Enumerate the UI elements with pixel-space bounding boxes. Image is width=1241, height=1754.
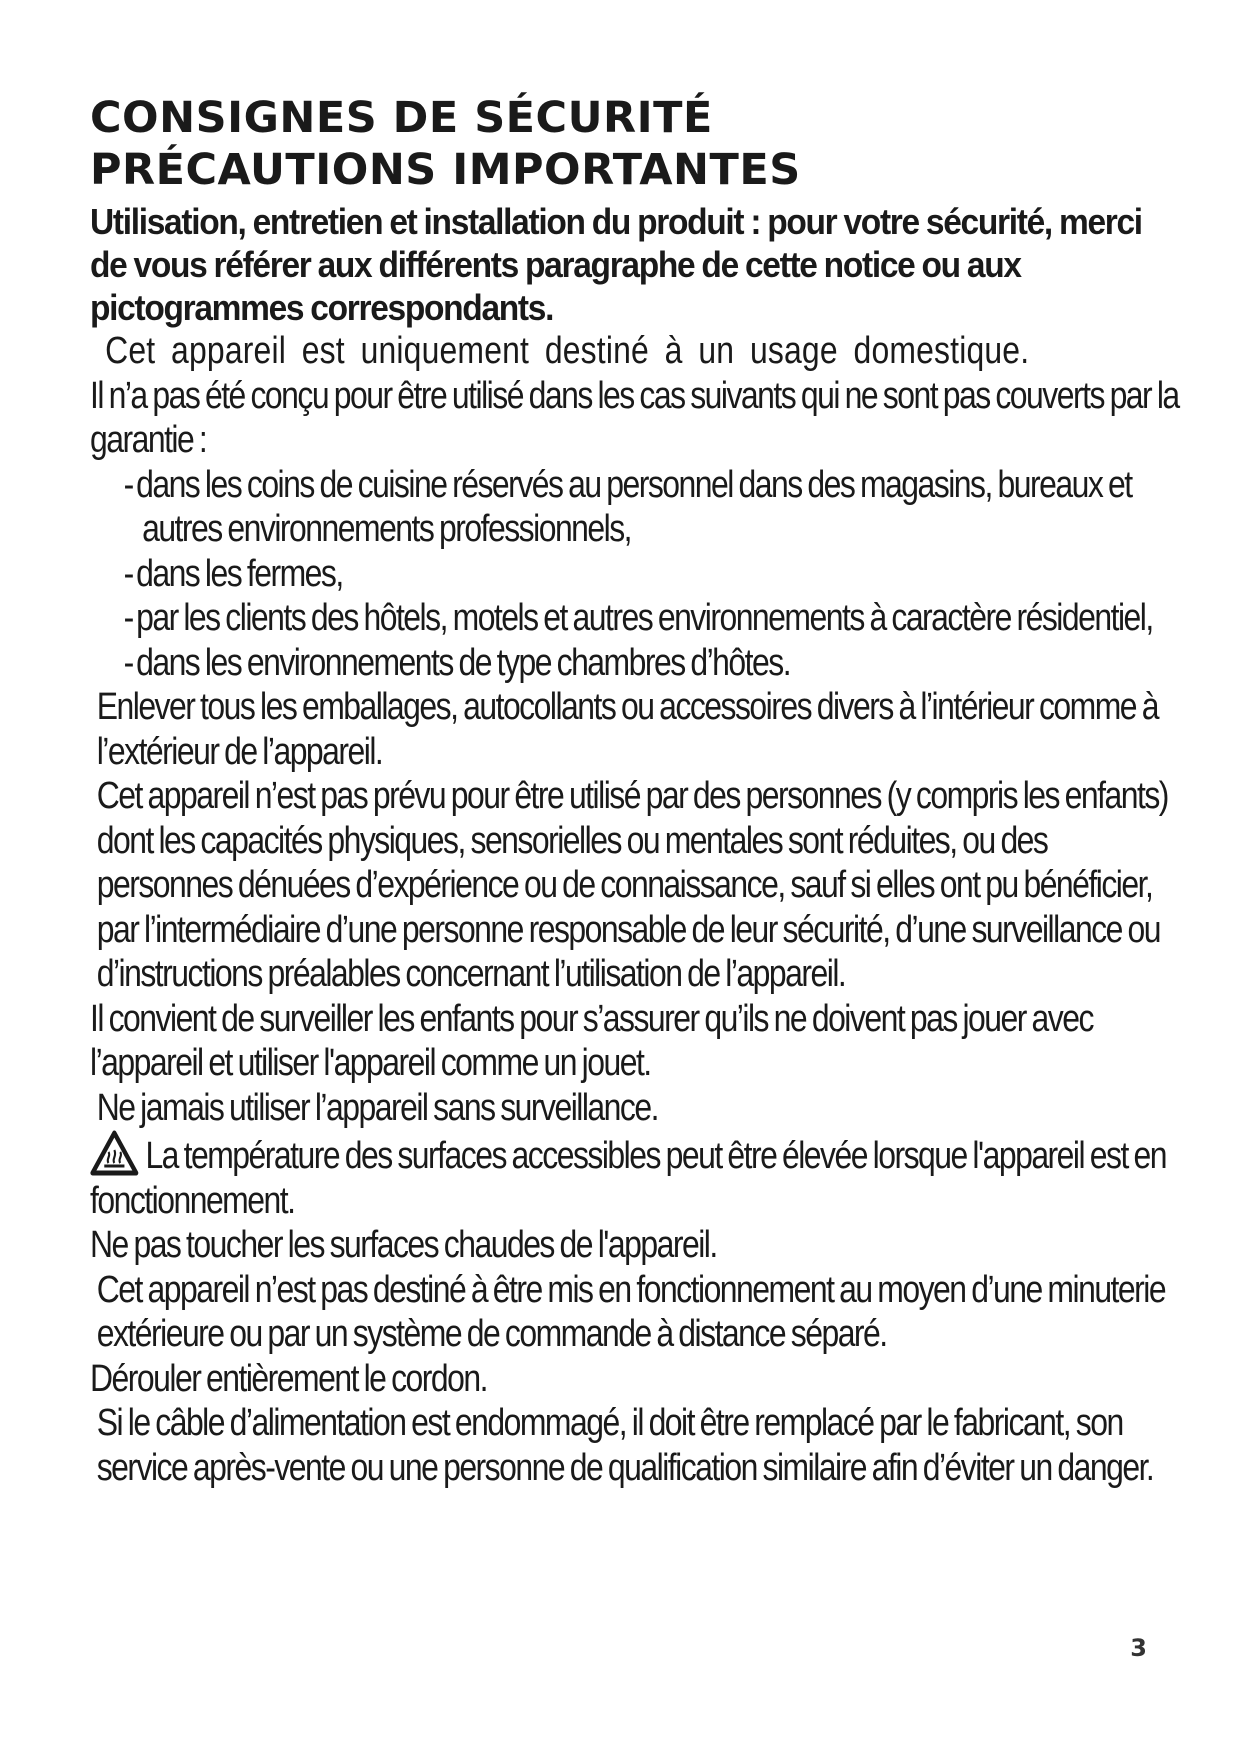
no-touch-paragraph: Ne pas toucher les surfaces chaudes de l'appareil. — [90, 1224, 717, 1266]
page-title — [90, 92, 1180, 196]
page-number: 3 — [1130, 1634, 1147, 1662]
hot-surface-text: La température des surfaces accessibles peut être élevée lorsque l'appareil est en fonctionnement. — [90, 1135, 1166, 1222]
title-line-1: CONSIGNES DE SÉCURITÉ — [90, 93, 713, 143]
unattended-paragraph: Ne jamais utiliser l’appareil sans surveillance. — [96, 1086, 658, 1129]
children-paragraph: Il convient de surveiller les enfants pour s’assurer qu’ils ne doivent pas jouer avec l’appareil et utiliser l'appareil comme un jouet. — [90, 997, 1093, 1084]
cable-paragraph: Si le câble d’alimentation est endommagé, il doit être remplacé par le fabricant, son service après-vente ou une personne de qualification similaire afin d’éviter un danger. — [96, 1402, 1154, 1489]
title-line-2: PRÉCAUTIONS IMPORTANTES — [90, 145, 801, 195]
hot-surface-warning-icon — [90, 1130, 139, 1176]
packaging-paragraph: Enlever tous les emballages, autocollants ou accessoires divers à l’intérieur comme à l’extérieur de l’appareil. — [96, 686, 1158, 773]
hot-surface-paragraph — [90, 1130, 1182, 1223]
list-item: -dans les environnements de type chambres d’hôtes. — [123, 641, 791, 684]
list-item: -dans les fermes, — [123, 552, 343, 595]
exclusion-list — [90, 463, 1182, 686]
persons-paragraph: Cet appareil n’est pas prévu pour être utilisé par des personnes (y compris les enfants) dont les capacités physiques, sensorielles ou mentales sont réduites, ou des personnes dénuées d’expérience ou de connaissance, sauf si elles ont pu bénéficier, par l’intermédiaire d’une personne responsable de leur sécurité, d’une surveillance ou d’instructions préalables concernant l’utilisation de l’appareil. — [96, 775, 1168, 995]
list-item: -dans les coins de cuisine réservés au personnel dans des magasins, bureaux et autres environnements professionnels, — [123, 463, 1132, 550]
page-content — [90, 92, 1180, 1490]
usage-paragraph — [90, 329, 1182, 463]
list-item: -par les clients des hôtels, motels et autres environnements à caractère résidentiel, — [123, 597, 1153, 639]
cord-paragraph: Dérouler entièrement le cordon. — [90, 1357, 487, 1400]
intro-paragraph: Utilisation, entretien et installation du produit : pour votre sécurité, merci de vous référer aux différents paragraphe de cette notice ou aux pictogrammes correspondants. — [90, 201, 1142, 328]
usage-first-line: Cet appareil est uniquement destiné à un usage domestique. — [105, 330, 1030, 372]
safety-body — [90, 329, 1182, 1490]
usage-rest: Il n’a pas été conçu pour être utilisé dans les cas suivants qui ne sont pas couverts par la garantie : — [90, 374, 1179, 461]
timer-paragraph: Cet appareil n’est pas destiné à être mis en fonctionnement au moyen d’une minuterie extérieure ou par un système de commande à distance séparé. — [96, 1268, 1166, 1355]
